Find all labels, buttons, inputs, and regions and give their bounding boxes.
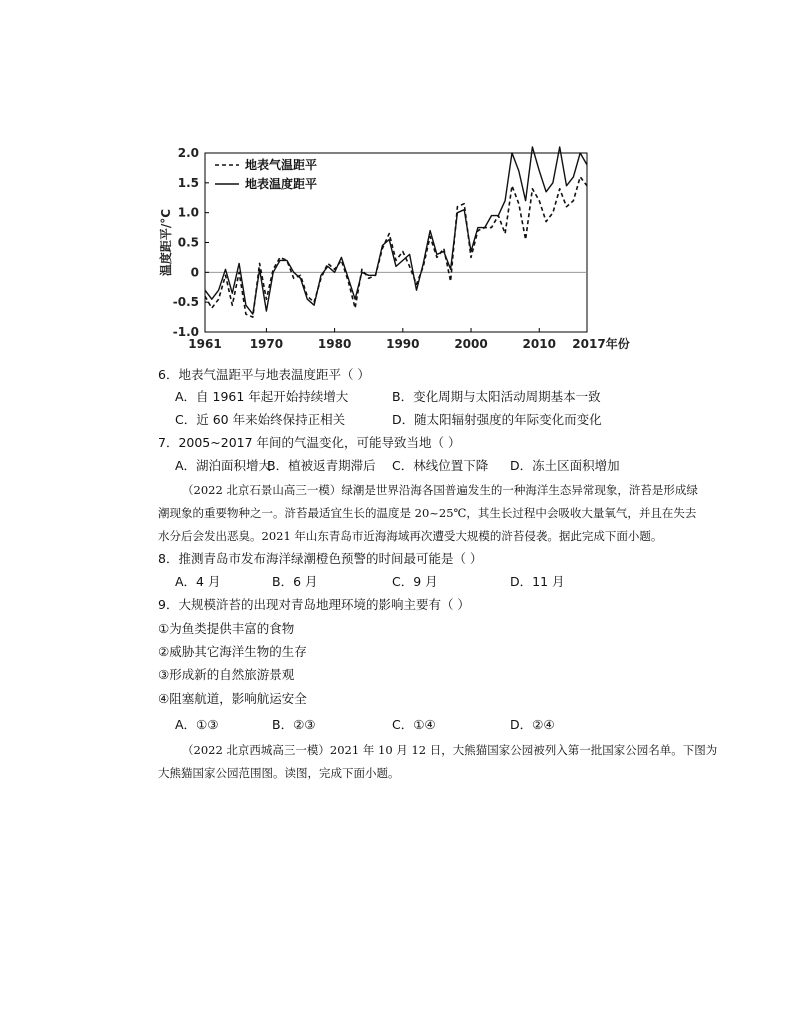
passage-2-line-1: （2022 北京西城高三一模）2021 年 10 月 12 日，大熊猫国家公园被列入第一批国家公园名单。下图为 xyxy=(182,743,718,757)
temperature-anomaly-chart xyxy=(150,145,630,360)
question-8-option-a[interactable]: A．4 月 xyxy=(175,574,221,589)
x-tick-label: 2017年份 xyxy=(572,337,630,351)
passage-1-line-3: 水分后会发出恶臭。2021 年山东青岛市近海海域再次遭受大规模的浒苔侵袭。据此完成下面小题。 xyxy=(158,529,663,543)
y-tick-label: 2.0 xyxy=(177,146,199,160)
question-6-option-d[interactable]: D．随太阳辐射强度的年际变化而变化 xyxy=(392,412,602,427)
question-9-option-d[interactable]: D．②④ xyxy=(510,717,555,732)
question-9-item-2: ②威胁其它海洋生物的生存 xyxy=(158,644,307,659)
question-6-option-a[interactable]: A．自 1961 年起开始持续增大 xyxy=(175,389,349,404)
series-line-air-temperature xyxy=(205,177,587,317)
question-7-option-a[interactable]: A．湖泊面积增大 xyxy=(175,458,272,473)
y-tick-label: 1.0 xyxy=(177,205,199,220)
y-tick-label: -1.0 xyxy=(172,325,199,339)
passage-1-line-2: 潮现象的重要物种之一。浒苔最适宜生长的温度是 20~25℃，其生长过程中会吸收大量氧气，并且在失去 xyxy=(158,506,697,520)
passage-1-line-1: （2022 北京石景山高三一模）绿潮是世界沿海各国普遍发生的一种海洋生态异常现象，浒苔是形成绿 xyxy=(182,483,698,497)
question-9-item-1: ①为鱼类提供丰富的食物 xyxy=(158,621,295,636)
series-line-surface-temperature xyxy=(205,147,587,314)
question-7-option-c[interactable]: C．林线位置下降 xyxy=(392,458,489,473)
question-9-stem: 9．大规模浒苔的出现对青岛地理环境的影响主要有（ ） xyxy=(158,597,470,612)
question-6-option-c[interactable]: C．近 60 年来始终保持正相关 xyxy=(175,412,346,427)
x-tick-label: 1961 xyxy=(188,337,222,351)
question-7-stem: 7．2005~2017 年间的气温变化，可能导致当地（ ） xyxy=(158,435,461,450)
x-tick-label: 1970 xyxy=(249,337,284,351)
y-tick-label: 0.5 xyxy=(177,235,199,250)
question-9-option-a[interactable]: A．①③ xyxy=(175,717,219,732)
x-tick-label: 1980 xyxy=(317,337,352,351)
x-tick-label: 2000 xyxy=(454,337,488,351)
legend-label: 地表温度距平 xyxy=(245,177,318,191)
question-6-option-b[interactable]: B．变化周期与太阳活动周期基本一致 xyxy=(392,389,601,404)
x-tick-label: 1990 xyxy=(386,337,420,351)
x-tick-label: 2010 xyxy=(522,337,556,351)
legend-label: 地表气温距平 xyxy=(245,158,318,172)
passage-2-line-2: 大熊猫国家公园范围图。读图，完成下面小题。 xyxy=(158,766,400,780)
question-8-option-c[interactable]: C．9 月 xyxy=(392,574,438,589)
question-9-item-3: ③形成新的自然旅游景观 xyxy=(158,667,295,682)
y-tick-label: 0 xyxy=(190,265,199,280)
y-axis-label: 温度距平/°C xyxy=(159,208,173,277)
question-8-option-b[interactable]: B．6 月 xyxy=(272,574,318,589)
question-9-option-c[interactable]: C．①④ xyxy=(392,717,436,732)
question-7-option-d[interactable]: D．冻土区面积增加 xyxy=(510,458,620,473)
question-9-option-b[interactable]: B．②③ xyxy=(272,717,316,732)
question-7-option-b[interactable]: B．植被返青期滞后 xyxy=(267,458,376,473)
question-6-stem: 6．地表气温距平与地表温度距平（ ） xyxy=(158,367,370,382)
question-8-option-d[interactable]: D．11 月 xyxy=(510,574,565,589)
question-8-stem: 8．推测青岛市发布海洋绿潮橙色预警的时间最可能是（ ） xyxy=(158,551,483,566)
y-tick-label: -0.5 xyxy=(172,295,199,310)
y-tick-label: 1.5 xyxy=(177,175,199,190)
question-9-item-4: ④阻塞航道，影响航运安全 xyxy=(158,691,307,706)
